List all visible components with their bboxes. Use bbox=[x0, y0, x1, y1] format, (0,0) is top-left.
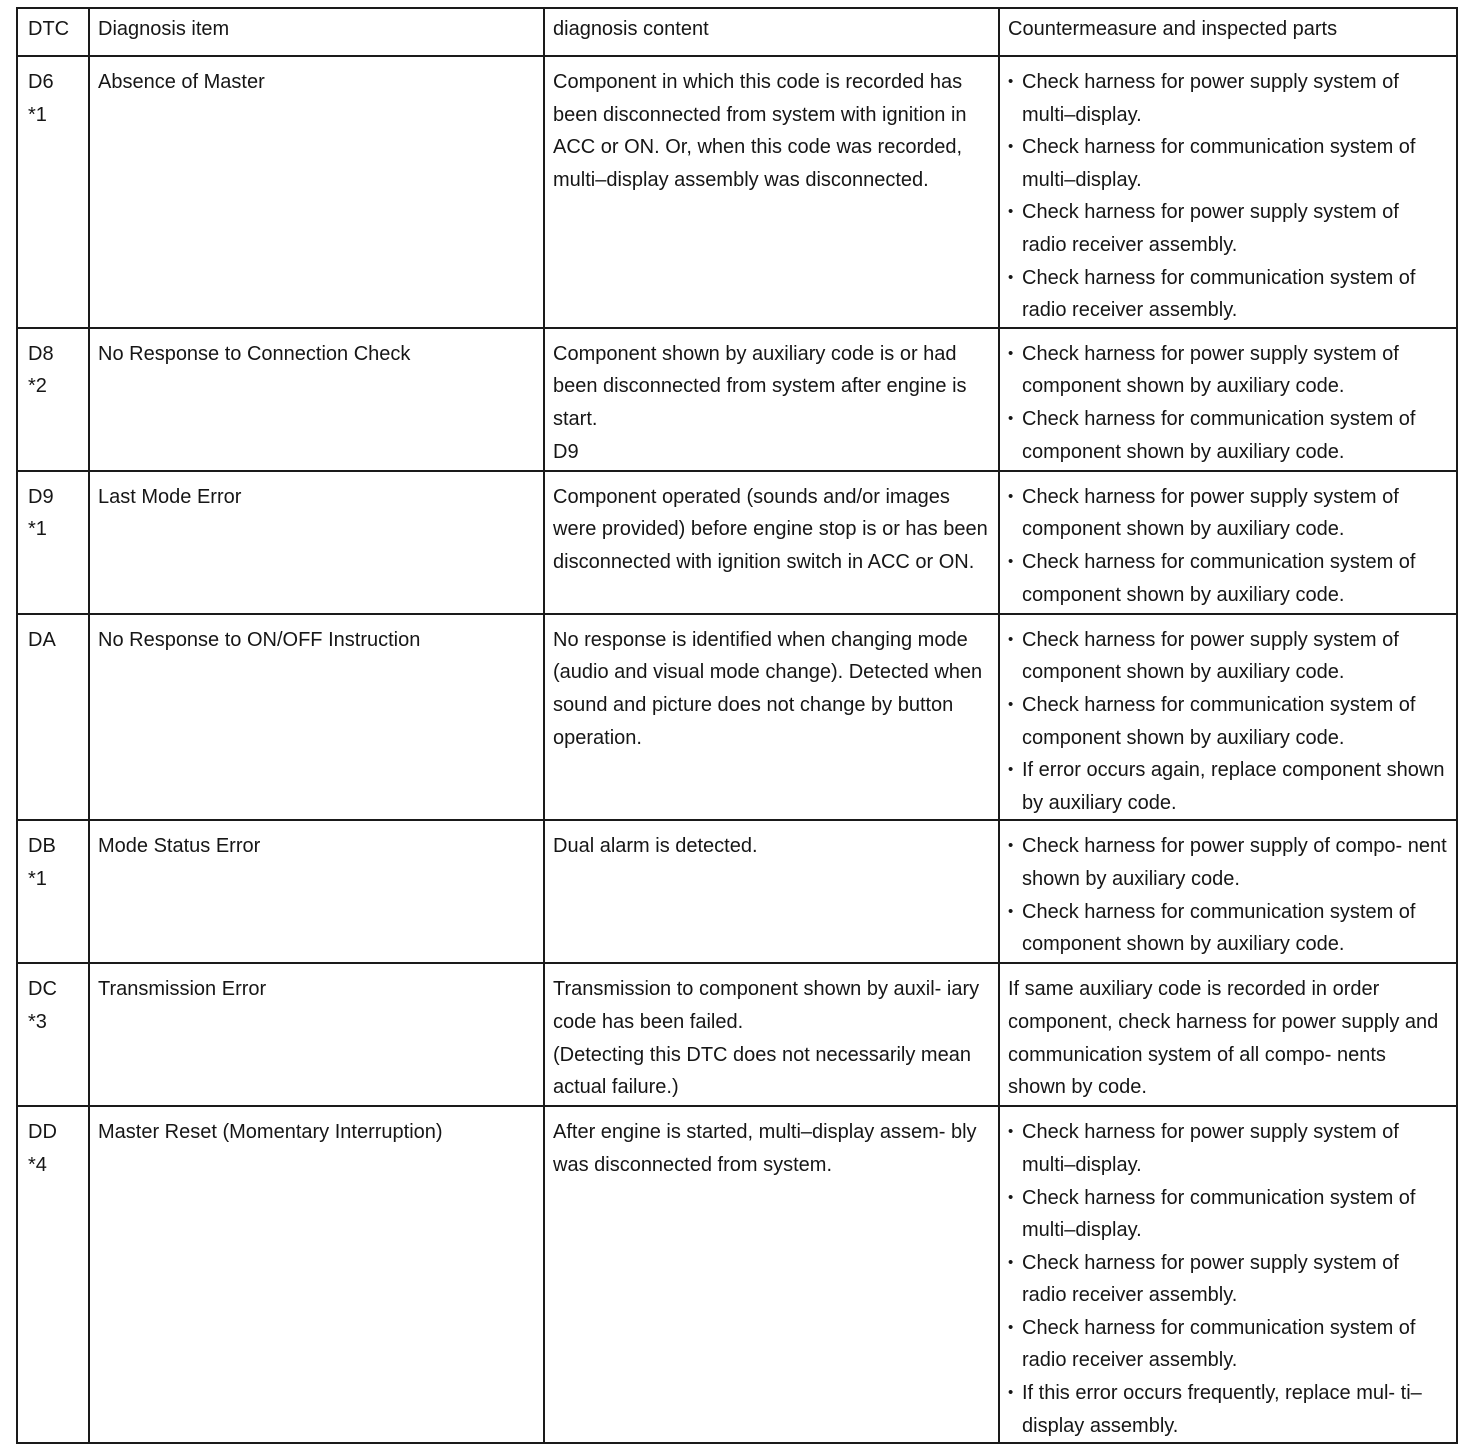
countermeasure-list bbox=[1008, 66, 1448, 327]
table-row bbox=[17, 1106, 1457, 1443]
diagnosis-content-text: Component in which this code is recorded has been disconnected from system with ignition in ACC or ON. Or, when this code was recorded, multi–display assembly was disconnected. bbox=[553, 71, 967, 191]
countermeasure-list bbox=[1008, 338, 1448, 468]
diagnosis-content-text: Transmission to component shown by auxil- iary code has been failed. bbox=[553, 978, 980, 1033]
countermeasure-list bbox=[1008, 830, 1448, 960]
countermeasure-item: • Check harness for communication system of component shown by auxiliary code. bbox=[1008, 403, 1448, 468]
countermeasure-cell bbox=[999, 471, 1457, 614]
dtc-code-cell bbox=[17, 614, 89, 821]
countermeasure-item: • Check harness for communication system of component shown by auxiliary code. bbox=[1008, 546, 1448, 611]
diagnosis-content-cell bbox=[544, 820, 999, 963]
countermeasure-cell bbox=[999, 1106, 1457, 1443]
countermeasure-item: • Check harness for power supply system of radio receiver assembly. bbox=[1008, 1247, 1448, 1312]
dtc-note: *1 bbox=[28, 103, 47, 126]
dtc-code: DB bbox=[28, 835, 56, 858]
header-diagnosis-content: diagnosis content bbox=[544, 8, 999, 56]
dtc-code-cell bbox=[17, 820, 89, 963]
diagnosis-item-cell: Transmission Error bbox=[89, 963, 544, 1106]
countermeasure-item: • Check harness for communication system of multi–display. bbox=[1008, 1182, 1448, 1247]
countermeasure-cell bbox=[999, 820, 1457, 963]
countermeasure-item: • Check harness for communication system of radio receiver assembly. bbox=[1008, 1312, 1448, 1377]
diagnosis-content-text: No response is identified when changing mode (audio and visual mode change). Detected when sound and picture does not change by button operation. bbox=[553, 628, 983, 749]
countermeasure-cell bbox=[999, 614, 1457, 821]
dtc-code: D6 bbox=[28, 71, 54, 93]
diagnosis-content-cell bbox=[544, 1106, 999, 1443]
dtc-code-cell bbox=[17, 471, 89, 614]
dtc-code: D8 bbox=[28, 342, 54, 365]
dtc-note: *4 bbox=[28, 1153, 47, 1176]
countermeasure-item: • Check harness for power supply system of component shown by auxiliary code. bbox=[1008, 624, 1448, 689]
dtc-code: DD bbox=[28, 1121, 57, 1144]
diagnosis-content-cell bbox=[544, 56, 999, 328]
countermeasure-cell bbox=[999, 56, 1457, 328]
dtc-code: DC bbox=[28, 978, 57, 1001]
table-row bbox=[17, 614, 1457, 821]
dtc-code-cell bbox=[17, 328, 89, 471]
header-diagnosis-item: Diagnosis item bbox=[89, 8, 544, 56]
dtc-diagnosis-table bbox=[16, 7, 1458, 1444]
countermeasure-list bbox=[1008, 624, 1448, 820]
diagnosis-content-cell bbox=[544, 471, 999, 614]
dtc-note: *3 bbox=[28, 1010, 47, 1033]
countermeasure-text: If same auxiliary code is recorded in order component, check harness for power supply and communication system of all compo- nents shown by code. bbox=[1008, 978, 1439, 1099]
dtc-code: DA bbox=[28, 628, 56, 651]
countermeasure-item: • Check harness for power supply system of component shown by auxiliary code. bbox=[1008, 481, 1448, 546]
diagnosis-item-cell: Master Reset (Momentary Interruption) bbox=[89, 1106, 544, 1443]
diagnosis-content-cell bbox=[544, 614, 999, 821]
dtc-note: *2 bbox=[28, 375, 47, 398]
dtc-note: *1 bbox=[28, 518, 47, 541]
table-row bbox=[17, 820, 1457, 963]
diagnosis-content-text: Dual alarm is detected. bbox=[553, 835, 758, 858]
countermeasure-cell bbox=[999, 328, 1457, 471]
dtc-code-cell bbox=[17, 963, 89, 1106]
countermeasure-item: • If this error occurs frequently, replace mul- ti–display assembly. bbox=[1008, 1377, 1448, 1442]
countermeasure-cell bbox=[999, 963, 1457, 1106]
dtc-code-cell bbox=[17, 56, 89, 328]
header-row bbox=[17, 8, 1457, 56]
diagnosis-item-cell: No Response to Connection Check bbox=[89, 328, 544, 471]
header-dtc: DTC bbox=[17, 8, 89, 56]
diagnosis-item-cell: No Response to ON/OFF Instruction bbox=[89, 614, 544, 821]
countermeasure-item: • Check harness for power supply system of multi–display. bbox=[1008, 66, 1448, 131]
countermeasure-item: • Check harness for power supply system of component shown by auxiliary code. bbox=[1008, 338, 1448, 403]
dtc-code: D9 bbox=[28, 485, 54, 508]
diagnosis-item-cell: Mode Status Error bbox=[89, 820, 544, 963]
diagnosis-content-cell bbox=[544, 328, 999, 471]
diagnosis-content-text: Component shown by auxiliary code is or had been disconnected from system after engine is start. bbox=[553, 342, 967, 430]
diagnosis-content-text: Component operated (sounds and/or images were provided) before engine stop is or has been disconnected with ignition switch in ACC or ON. bbox=[553, 485, 988, 573]
table-row bbox=[17, 56, 1457, 328]
dtc-code-cell bbox=[17, 1106, 89, 1443]
countermeasure-item: • Check harness for power supply of compo- nent shown by auxiliary code. bbox=[1008, 830, 1448, 895]
dtc-note: *1 bbox=[28, 867, 47, 890]
diagnosis-content-text: After engine is started, multi–display assem- bly was disconnected from system. bbox=[553, 1121, 977, 1176]
table-row bbox=[17, 471, 1457, 614]
header-countermeasure: Countermeasure and inspected parts bbox=[999, 8, 1457, 56]
countermeasure-item: • Check harness for communication system of radio receiver assembly. bbox=[1008, 262, 1448, 327]
diagnosis-content-extra: (Detecting this DTC does not necessarily mean actual failure.) bbox=[553, 1043, 971, 1099]
countermeasure-item: • Check harness for communication system of multi–display. bbox=[1008, 131, 1448, 196]
countermeasure-item: • Check harness for power supply system of radio receiver assembly. bbox=[1008, 196, 1448, 261]
diagnosis-item-cell: Absence of Master bbox=[89, 56, 544, 328]
countermeasure-item: • If error occurs again, replace component shown by auxiliary code. bbox=[1008, 754, 1448, 819]
table-header bbox=[17, 8, 1457, 56]
countermeasure-item: • Check harness for power supply system of multi–display. bbox=[1008, 1116, 1448, 1181]
countermeasure-item: • Check harness for communication system of component shown by auxiliary code. bbox=[1008, 689, 1448, 754]
diagnosis-content-cell bbox=[544, 963, 999, 1106]
diagnosis-content-extra: D9 bbox=[553, 440, 579, 463]
table-row bbox=[17, 963, 1457, 1106]
countermeasure-item: • Check harness for communication system of component shown by auxiliary code. bbox=[1008, 896, 1448, 961]
table-body bbox=[17, 56, 1457, 1443]
countermeasure-list bbox=[1008, 1116, 1448, 1442]
table-row bbox=[17, 328, 1457, 471]
countermeasure-list bbox=[1008, 481, 1448, 611]
diagnosis-item-cell: Last Mode Error bbox=[89, 471, 544, 614]
